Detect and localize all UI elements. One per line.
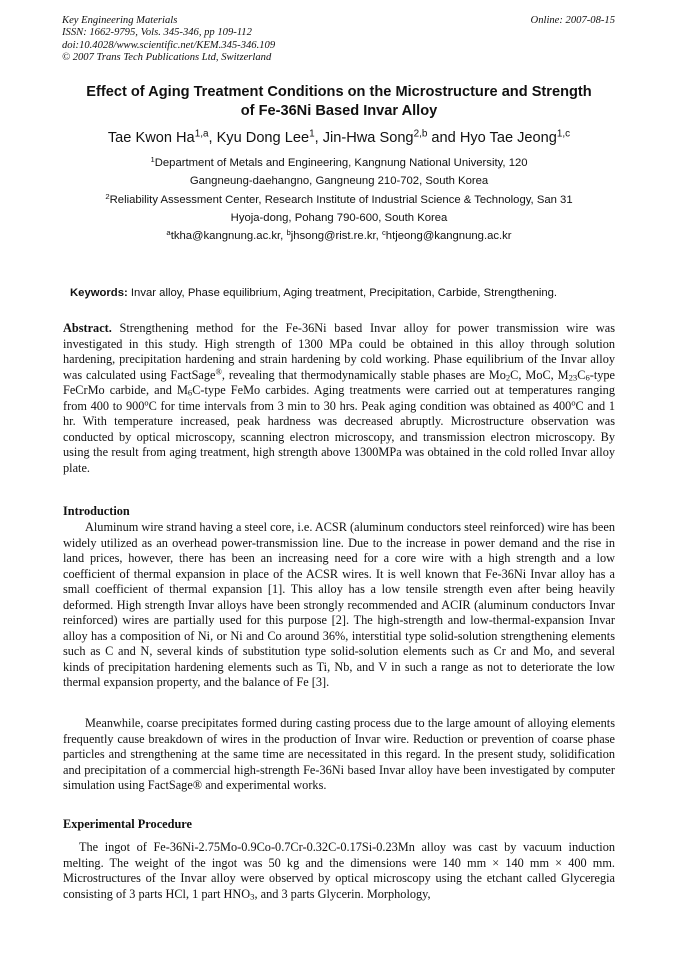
paper-title (40, 83, 638, 121)
introduction-paragraph-2: Meanwhile, coarse precipitates formed during casting process due to the large amount of alloying elements frequently cause breakdown of wires in the production of Invar wire. Reduction or prevention of coarse phase particles and strengthening at the same time are necessitated in this regard. In the present study, solidification and precipitation of a commercial high-strength Fe-36Ni based Invar alloy have been investigated by computer simulation using FactSage® and experimental works. (63, 716, 615, 792)
affiliation-number: 2 (105, 191, 110, 201)
title-line-1: Effect of Aging Treatment Conditions on the Microstructure and Strength (86, 84, 592, 100)
author-name: Tae Kwon Ha (107, 130, 195, 146)
author-affil-sup: 1,a (194, 128, 209, 140)
author-name: Kyu Dong Lee (216, 130, 310, 146)
affiliation-number: 1 (150, 154, 155, 164)
abstract-paragraph (63, 321, 615, 476)
experimental-paragraph (63, 840, 615, 902)
email-sup: b (286, 227, 291, 237)
abstract-text: C for time intervals from 3 min to 30 hrs. Peak aging condition was obtained as 400 (148, 398, 572, 413)
abstract-text: , revealing that thermodynamically stable phases are Mo (221, 367, 506, 382)
email-sup: c (381, 227, 386, 237)
affiliation-1 (40, 155, 638, 190)
author-sep: , (208, 130, 217, 146)
title-line-2: of Fe-36Ni Based Invar Alloy (240, 103, 438, 119)
abstract-text: C-type FeMo carbides. Aging treatments were carried out at temperatures ranging from 400 to 900 (63, 383, 615, 413)
experimental-text: The ingot of Fe-36Ni-2.75Mo-0.9Co-0.7Cr-0.32C-0.17Si-0.23Mn alloy was cast by vacuum induction melting. The weight of the ingot was 50 kg and the dimensions were 140 mm × 140 mm × 400 mm. Microstructures of the Invar alloy were observed by optical microscopy using the etchant called Glyceregia consisting of 3 parts HCl, 1 part HNO (63, 840, 615, 901)
affiliation-1-line-1: Department of Metals and Engineering, Kangnung National University, 120 (154, 157, 528, 169)
author-affil-sup: 1,c (556, 128, 571, 140)
experimental-heading: Experimental Procedure (63, 817, 192, 831)
email-sep: , (375, 230, 382, 242)
copyright-line: © 2007 Trans Tech Publications Ltd, Switzerland (62, 52, 272, 64)
email-sup: a (166, 227, 171, 237)
author-affil-sup: 1 (309, 128, 315, 140)
email-sep: , (280, 230, 287, 242)
issn-line: ISSN: 1662-9795, Vols. 345-346, pp 109-112 (62, 27, 252, 39)
doi-line[interactable]: doi:10.4028/www.scientific.net/KEM.345-346.109 (62, 39, 276, 51)
email-list (40, 228, 638, 245)
author-sep: , (314, 130, 323, 146)
affiliation-1-line-2: Gangneung-daehangno, Gangneung 210-702, South Korea (189, 174, 489, 187)
subscript: 3 (250, 891, 255, 902)
affiliation-2 (40, 192, 638, 227)
keywords-label: Keywords: (70, 287, 128, 299)
subscript: 23 (568, 372, 578, 383)
email-link[interactable]: tkha@kangnung.ac.kr (170, 230, 281, 242)
email-link[interactable]: htjeong@kangnung.ac.kr (385, 230, 512, 242)
abstract-text: C, MoC, M (510, 367, 569, 382)
subscript: 2 (505, 372, 511, 383)
degree-sup: o (571, 397, 576, 407)
abstract-text: -type FeCrMo carbide, and M (63, 367, 616, 397)
journal-header (62, 15, 275, 65)
affiliation-2-line-2: Hyoja-dong, Pohang 790-600, South Korea (230, 211, 448, 224)
abstract-text: C (577, 367, 586, 382)
registered-mark: ® (215, 366, 222, 376)
degree-sup: o (144, 397, 149, 407)
author-list (30, 129, 648, 148)
online-date: Online: 2007-08-15 (530, 15, 615, 26)
experimental-text: , and 3 parts Glycerin. Morphology, (254, 886, 431, 901)
journal-name: Key Engineering Materials (62, 15, 178, 26)
author-sep: and (427, 130, 460, 146)
subscript: 6 (585, 372, 590, 383)
introduction-paragraph-1: Aluminum wire strand having a steel core, i.e. ACSR (aluminum conductors steel reinforced) wire has been widely utilized as an overhead power-transmission line. Due to the increase in power demand and the rise in land prices, however, there has been an increasing need for a core wire with a high strength and a low coefficient of thermal expansion in place of the ACSR wires. It is well known that Fe-36Ni Invar alloy has a small coefficient of thermal expansion [1]. This alloy has a low tensile strength even after being heavily deformed. High strength Invar alloys have been strongly recommended and ACIR (aluminum conductors Invar reinforced) wires are partially used for this purpose [2]. The high-strength and low-thermal-expansion Invar alloy has a composition of Ni, or Ni and Co around 36%, interstitial type solid-solution strengthening elements such as C and N, several kinds of substitution type solid-solution elements such as Cr and Mo, and several kinds of precipitation hardening elements such as Ti, Nb, and V in such a range as not to deteriorate the low thermal expansion property, and the balance of Fe [3]. (63, 520, 615, 689)
keywords-text: Invar alloy, Phase equilibrium, Aging treatment, Precipitation, Carbide, Strengthening. (127, 287, 558, 299)
subscript: 6 (187, 387, 193, 398)
keywords-line (70, 285, 630, 302)
abstract-text: C and 1 hr. With temperature increased, peak hardness was decreased abruptly. Microstructure observation was conducted by optical microscopy, scanning electron microscopy, and transmission electron microscopy. By using the result from aging treatment, high strength above 1300MPa was obtained in the cold rolled Invar alloy plate. (63, 398, 615, 475)
abstract-label: Abstract. (63, 321, 112, 335)
introduction-heading: Introduction (63, 504, 130, 518)
affiliation-2-line-1: Reliability Assessment Center, Research Institute of Industrial Science & Technology, San 31 (109, 194, 573, 206)
email-link[interactable]: jhsong@rist.re.kr (290, 230, 376, 242)
author-name: Jin-Hwa Song (322, 130, 414, 146)
author-affil-sup: 2,b (413, 128, 428, 140)
author-name: Hyo Tae Jeong (459, 130, 557, 146)
abstract-text: Strengthening method for the Fe-36Ni based Invar alloy for power transmission wire was investigated in this study. High strength of 1300 MPa could be obtained in this alloy through solution hardening, precipitation hardening and strain hardening by cold working. Phase equilibrium of the Invar alloy was calculated using FactSage (63, 321, 615, 382)
